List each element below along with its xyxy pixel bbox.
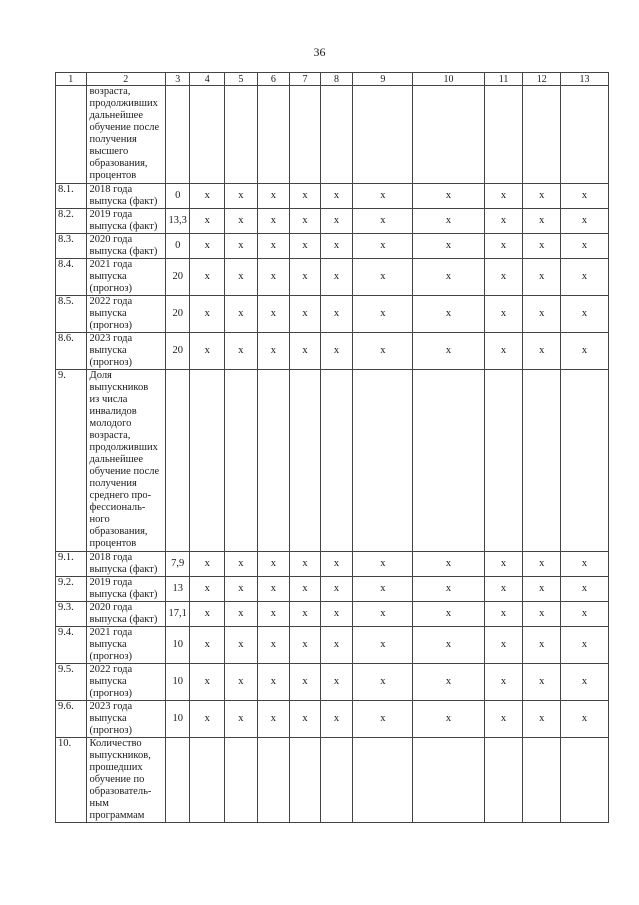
x-mark-cell: х <box>484 627 523 664</box>
x-mark-cell: х <box>225 664 258 701</box>
x-mark-cell <box>561 738 609 823</box>
x-mark-cell <box>225 738 258 823</box>
indicator-name-cell: 2022 года выпуска (прогноз) <box>86 664 165 701</box>
x-mark-cell: х <box>320 234 353 259</box>
indicator-name-cell: 2023 года выпуска (прогноз) <box>86 701 165 738</box>
x-mark-cell: х <box>353 333 413 370</box>
x-mark-cell <box>225 86 258 184</box>
x-mark-cell: х <box>290 184 321 209</box>
x-mark-cell: х <box>257 296 290 333</box>
x-mark-cell: х <box>190 296 225 333</box>
indicator-name-cell: 2020 года выпуска (факт) <box>86 602 165 627</box>
x-mark-cell: х <box>413 234 484 259</box>
page-number: 36 <box>313 45 326 59</box>
value-cell: 20 <box>165 333 189 370</box>
table-row <box>56 738 609 823</box>
x-mark-cell: х <box>413 701 484 738</box>
x-mark-cell: х <box>320 333 353 370</box>
row-number-cell: 9. <box>56 370 87 552</box>
x-mark-cell: х <box>523 209 561 234</box>
value-cell: 0 <box>165 184 189 209</box>
x-mark-cell <box>561 86 609 184</box>
row-number-cell: 9.1. <box>56 552 87 577</box>
x-mark-cell: х <box>484 577 523 602</box>
x-mark-cell <box>353 738 413 823</box>
row-number-cell: 9.6. <box>56 701 87 738</box>
x-mark-cell: х <box>523 259 561 296</box>
table-row <box>56 664 609 701</box>
x-mark-cell: х <box>257 602 290 627</box>
value-cell: 17,1 <box>165 602 189 627</box>
x-mark-cell: х <box>225 259 258 296</box>
x-mark-cell: х <box>320 577 353 602</box>
x-mark-cell: х <box>190 701 225 738</box>
x-mark-cell: х <box>484 184 523 209</box>
x-mark-cell: х <box>561 664 609 701</box>
value-cell <box>165 738 189 823</box>
x-mark-cell: х <box>225 296 258 333</box>
x-mark-cell: х <box>523 184 561 209</box>
x-mark-cell <box>413 370 484 552</box>
row-number-cell: 8.2. <box>56 209 87 234</box>
x-mark-cell: х <box>257 577 290 602</box>
x-mark-cell: х <box>190 333 225 370</box>
x-mark-cell: х <box>353 184 413 209</box>
x-mark-cell: х <box>225 552 258 577</box>
header-cell: 1 <box>56 73 87 86</box>
x-mark-cell: х <box>523 627 561 664</box>
x-mark-cell: х <box>413 296 484 333</box>
x-mark-cell <box>320 86 353 184</box>
x-mark-cell: х <box>290 602 321 627</box>
indicator-name-cell: 2018 года выпуска (факт) <box>86 184 165 209</box>
x-mark-cell: х <box>225 602 258 627</box>
x-mark-cell <box>413 738 484 823</box>
x-mark-cell: х <box>320 664 353 701</box>
value-cell: 20 <box>165 259 189 296</box>
x-mark-cell <box>523 370 561 552</box>
x-mark-cell: х <box>561 234 609 259</box>
x-mark-cell: х <box>320 602 353 627</box>
x-mark-cell: х <box>290 552 321 577</box>
x-mark-cell: х <box>290 234 321 259</box>
x-mark-cell: х <box>190 552 225 577</box>
x-mark-cell: х <box>320 209 353 234</box>
x-mark-cell <box>484 738 523 823</box>
x-mark-cell: х <box>225 209 258 234</box>
indicator-name-cell: возраста, продолживших дальнейшее обучение после получения высшего образования, процентов <box>86 86 165 184</box>
indicator-name-cell: 2018 года выпуска (факт) <box>86 552 165 577</box>
x-mark-cell: х <box>353 577 413 602</box>
x-mark-cell: х <box>225 234 258 259</box>
x-mark-cell: х <box>190 602 225 627</box>
row-number-cell: 9.4. <box>56 627 87 664</box>
x-mark-cell: х <box>320 296 353 333</box>
x-mark-cell: х <box>523 577 561 602</box>
row-number-cell: 8.3. <box>56 234 87 259</box>
x-mark-cell: х <box>353 296 413 333</box>
x-mark-cell: х <box>484 296 523 333</box>
x-mark-cell: х <box>257 333 290 370</box>
x-mark-cell: х <box>561 296 609 333</box>
row-number-cell: 9.5. <box>56 664 87 701</box>
x-mark-cell: х <box>290 664 321 701</box>
indicator-name-cell: 2021 года выпуска (прогноз) <box>86 627 165 664</box>
indicator-name-cell: 2022 года выпуска (прогноз) <box>86 296 165 333</box>
value-cell: 7,9 <box>165 552 189 577</box>
row-number-cell: 9.2. <box>56 577 87 602</box>
table-row <box>56 701 609 738</box>
x-mark-cell: х <box>523 552 561 577</box>
row-number-cell <box>56 86 87 184</box>
x-mark-cell <box>484 86 523 184</box>
x-mark-cell: х <box>225 577 258 602</box>
x-mark-cell: х <box>484 602 523 627</box>
x-mark-cell: х <box>320 259 353 296</box>
value-cell <box>165 86 189 184</box>
x-mark-cell: х <box>413 577 484 602</box>
x-mark-cell: х <box>561 552 609 577</box>
table-row <box>56 296 609 333</box>
x-mark-cell <box>353 86 413 184</box>
x-mark-cell: х <box>484 333 523 370</box>
value-cell: 10 <box>165 664 189 701</box>
header-cell: 10 <box>413 73 484 86</box>
x-mark-cell <box>190 738 225 823</box>
x-mark-cell: х <box>290 333 321 370</box>
x-mark-cell: х <box>225 701 258 738</box>
x-mark-cell: х <box>413 552 484 577</box>
table-row <box>56 370 609 552</box>
x-mark-cell <box>290 370 321 552</box>
x-mark-cell: х <box>561 701 609 738</box>
x-mark-cell: х <box>484 259 523 296</box>
indicator-table <box>55 72 609 823</box>
table-row <box>56 259 609 296</box>
header-cell: 6 <box>257 73 290 86</box>
indicator-name-cell: Количество выпускников, прошедших обучение по образователь- ным программам <box>86 738 165 823</box>
x-mark-cell: х <box>225 627 258 664</box>
header-cell: 8 <box>320 73 353 86</box>
x-mark-cell: х <box>523 664 561 701</box>
x-mark-cell <box>561 370 609 552</box>
header-cell: 7 <box>290 73 321 86</box>
x-mark-cell: х <box>190 184 225 209</box>
x-mark-cell: х <box>353 701 413 738</box>
x-mark-cell: х <box>561 627 609 664</box>
x-mark-cell: х <box>290 627 321 664</box>
x-mark-cell: х <box>484 701 523 738</box>
x-mark-cell: х <box>290 701 321 738</box>
x-mark-cell: х <box>523 602 561 627</box>
x-mark-cell: х <box>353 259 413 296</box>
x-mark-cell: х <box>257 664 290 701</box>
x-mark-cell: х <box>353 602 413 627</box>
table-row <box>56 184 609 209</box>
x-mark-cell: х <box>353 627 413 664</box>
value-cell: 13 <box>165 577 189 602</box>
x-mark-cell <box>523 86 561 184</box>
x-mark-cell: х <box>561 577 609 602</box>
x-mark-cell: х <box>190 664 225 701</box>
value-cell: 10 <box>165 701 189 738</box>
table-header-row <box>56 73 609 86</box>
indicator-name-cell: 2020 года выпуска (факт) <box>86 234 165 259</box>
x-mark-cell: х <box>320 627 353 664</box>
table-row <box>56 627 609 664</box>
indicator-name-cell: 2023 года выпуска (прогноз) <box>86 333 165 370</box>
header-cell: 3 <box>165 73 189 86</box>
indicator-name-cell: 2019 года выпуска (факт) <box>86 577 165 602</box>
x-mark-cell: х <box>353 209 413 234</box>
x-mark-cell: х <box>413 602 484 627</box>
table-row <box>56 86 609 184</box>
x-mark-cell <box>257 86 290 184</box>
table-row <box>56 333 609 370</box>
x-mark-cell: х <box>523 234 561 259</box>
x-mark-cell: х <box>561 209 609 234</box>
x-mark-cell: х <box>257 184 290 209</box>
x-mark-cell: х <box>413 259 484 296</box>
x-mark-cell <box>413 86 484 184</box>
x-mark-cell: х <box>320 701 353 738</box>
x-mark-cell: х <box>290 209 321 234</box>
x-mark-cell: х <box>561 602 609 627</box>
x-mark-cell <box>290 86 321 184</box>
x-mark-cell: х <box>257 209 290 234</box>
x-mark-cell: х <box>257 234 290 259</box>
row-number-cell: 8.4. <box>56 259 87 296</box>
x-mark-cell: х <box>523 701 561 738</box>
value-cell <box>165 370 189 552</box>
x-mark-cell <box>320 738 353 823</box>
x-mark-cell: х <box>484 209 523 234</box>
x-mark-cell <box>353 370 413 552</box>
x-mark-cell: х <box>353 552 413 577</box>
x-mark-cell <box>523 738 561 823</box>
x-mark-cell: х <box>561 184 609 209</box>
header-cell: 11 <box>484 73 523 86</box>
x-mark-cell: х <box>561 333 609 370</box>
x-mark-cell: х <box>523 296 561 333</box>
x-mark-cell: х <box>290 296 321 333</box>
x-mark-cell: х <box>561 259 609 296</box>
x-mark-cell: х <box>290 259 321 296</box>
header-cell: 9 <box>353 73 413 86</box>
x-mark-cell: х <box>257 627 290 664</box>
x-mark-cell <box>257 370 290 552</box>
x-mark-cell: х <box>225 184 258 209</box>
x-mark-cell: х <box>413 627 484 664</box>
x-mark-cell: х <box>320 552 353 577</box>
row-number-cell: 8.6. <box>56 333 87 370</box>
x-mark-cell: х <box>257 552 290 577</box>
x-mark-cell: х <box>190 234 225 259</box>
x-mark-cell <box>290 738 321 823</box>
table-row <box>56 577 609 602</box>
x-mark-cell <box>257 738 290 823</box>
x-mark-cell: х <box>484 664 523 701</box>
x-mark-cell: х <box>257 701 290 738</box>
x-mark-cell: х <box>484 552 523 577</box>
x-mark-cell: х <box>290 577 321 602</box>
table-row <box>56 209 609 234</box>
x-mark-cell: х <box>484 234 523 259</box>
header-cell: 12 <box>523 73 561 86</box>
x-mark-cell: х <box>190 627 225 664</box>
table-row <box>56 552 609 577</box>
value-cell: 20 <box>165 296 189 333</box>
x-mark-cell: х <box>320 184 353 209</box>
x-mark-cell <box>190 86 225 184</box>
x-mark-cell: х <box>190 209 225 234</box>
row-number-cell: 8.1. <box>56 184 87 209</box>
x-mark-cell: х <box>190 259 225 296</box>
x-mark-cell <box>320 370 353 552</box>
x-mark-cell: х <box>413 184 484 209</box>
x-mark-cell: х <box>257 259 290 296</box>
indicator-name-cell: Доля выпускников из числа инвалидов молодого возраста, продолживших дальнейшее обучение после получения среднего про- фессиональ- ного образования, процентов <box>86 370 165 552</box>
x-mark-cell: х <box>353 664 413 701</box>
x-mark-cell: х <box>225 333 258 370</box>
indicator-name-cell: 2021 года выпуска (прогноз) <box>86 259 165 296</box>
x-mark-cell: х <box>413 333 484 370</box>
header-cell: 2 <box>86 73 165 86</box>
row-number-cell: 10. <box>56 738 87 823</box>
x-mark-cell: х <box>413 209 484 234</box>
table-row <box>56 234 609 259</box>
x-mark-cell <box>484 370 523 552</box>
header-cell: 5 <box>225 73 258 86</box>
row-number-cell: 8.5. <box>56 296 87 333</box>
x-mark-cell <box>190 370 225 552</box>
row-number-cell: 9.3. <box>56 602 87 627</box>
indicator-name-cell: 2019 года выпуска (факт) <box>86 209 165 234</box>
value-cell: 13,3 <box>165 209 189 234</box>
x-mark-cell: х <box>353 234 413 259</box>
x-mark-cell: х <box>523 333 561 370</box>
header-cell: 13 <box>561 73 609 86</box>
value-cell: 0 <box>165 234 189 259</box>
header-cell: 4 <box>190 73 225 86</box>
x-mark-cell <box>225 370 258 552</box>
table-row <box>56 602 609 627</box>
x-mark-cell: х <box>190 577 225 602</box>
x-mark-cell: х <box>413 664 484 701</box>
value-cell: 10 <box>165 627 189 664</box>
